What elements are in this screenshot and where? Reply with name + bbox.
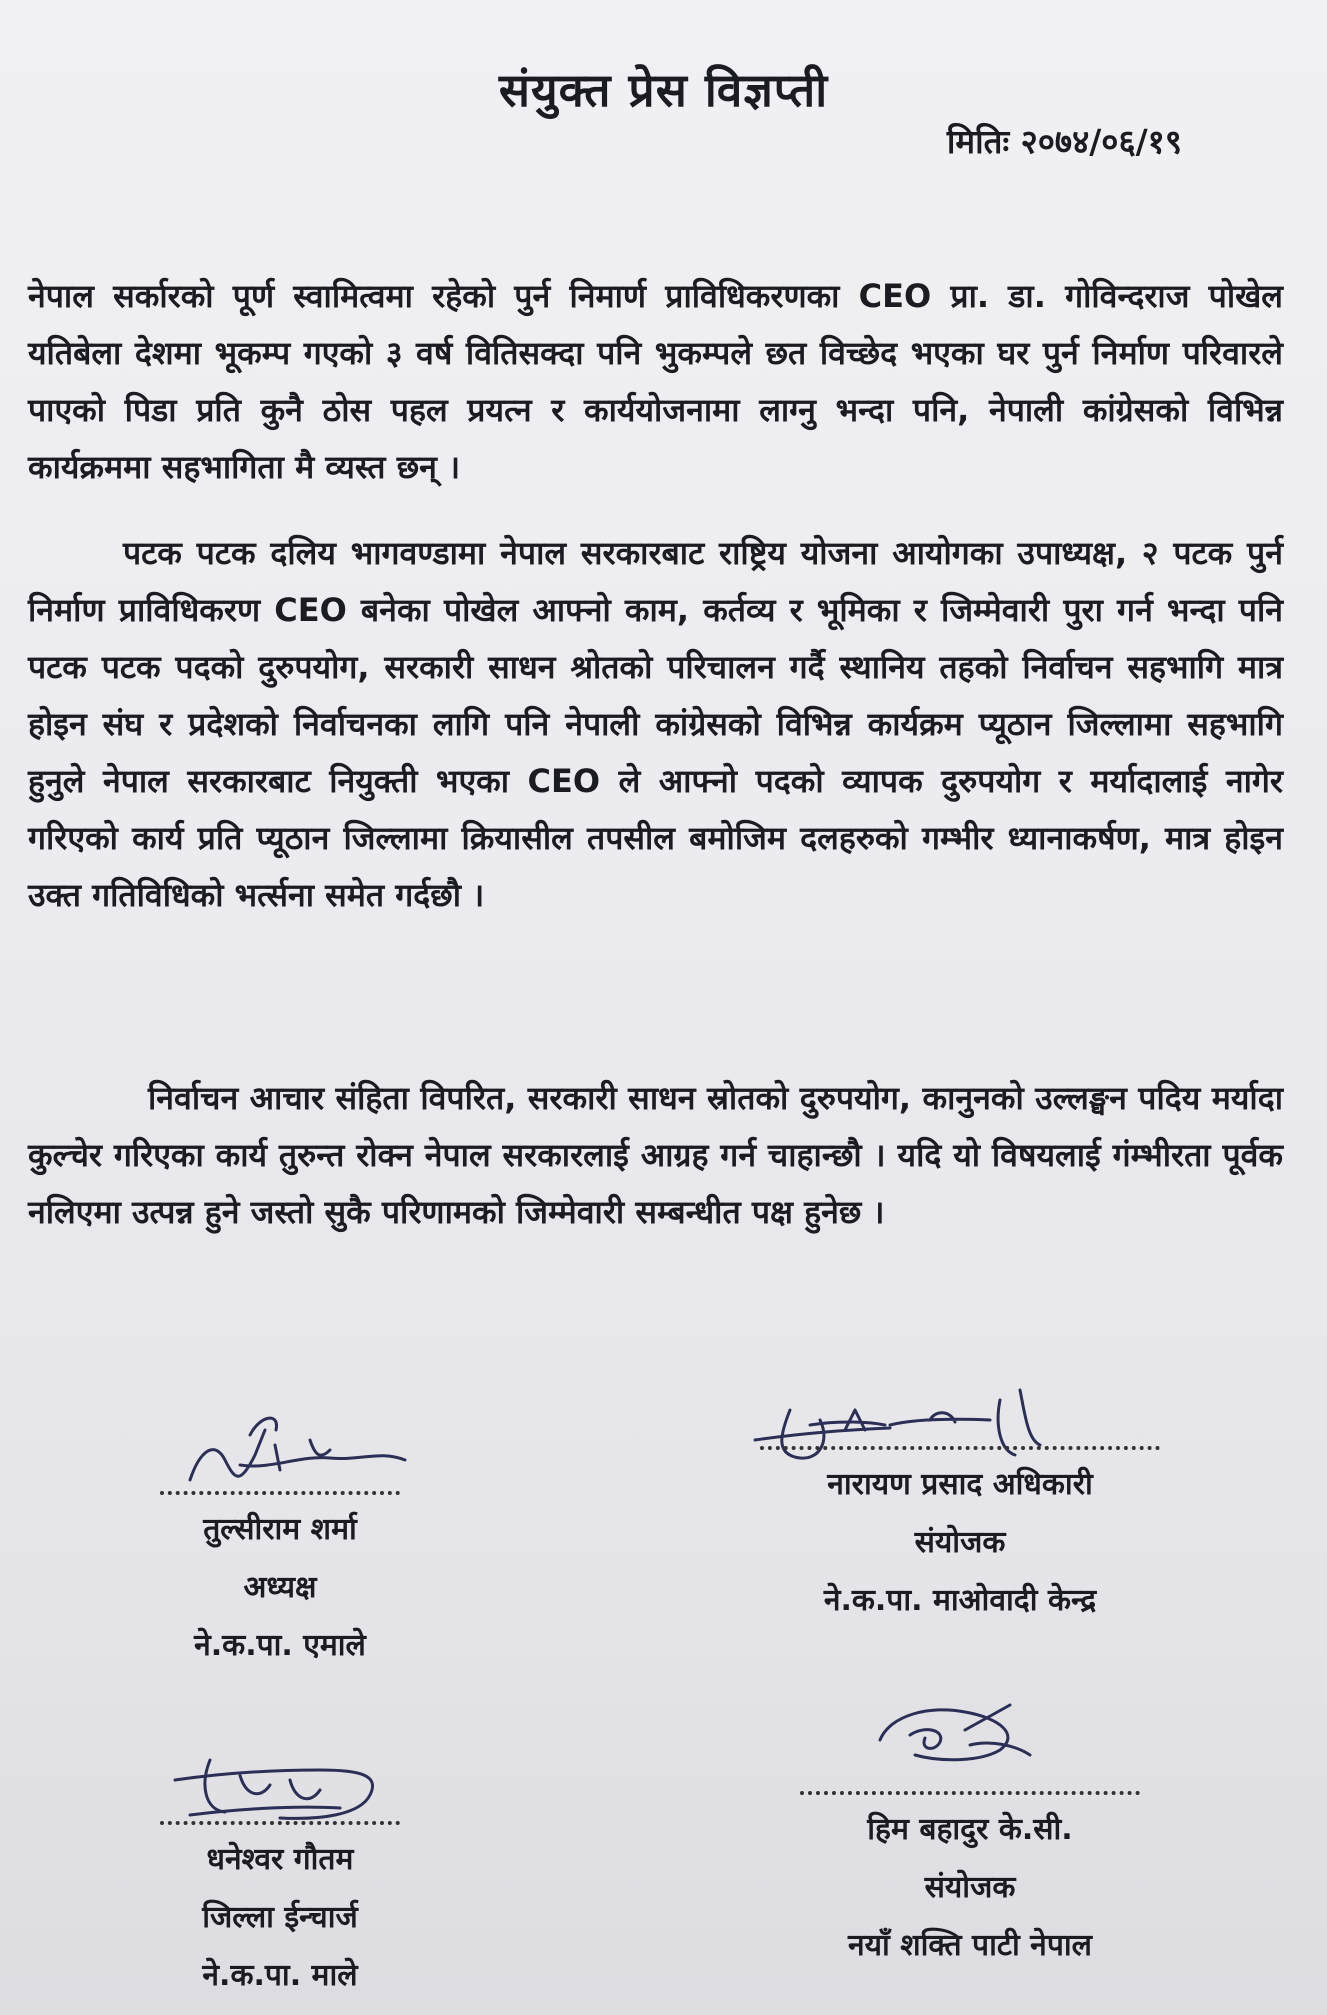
signatory-block-1 [160,1465,400,1675]
signatory-name: धनेश्वर गौतम [206,1842,354,1877]
signature-line [160,1795,400,1825]
paragraph-3: निर्वाचन आचार संहिता विपरित, सरकारी साधन स्रोतको दुरुपयोग, कानुनको उल्लङ्घन पदिय मर्यादा कुल्चेर गरिएका कार्य तुरुन्त रोक्न नेपाल सरकारलाई आग्रह गर्न चाहान्छौ । यदि यो विषयलाई गंम्भीरता पूर्वक नलिएमा उत्पन्न हुने जस्तो सुकै परिणामको जिम्मेवारी सम्बन्धीत पक्ष हुनेछ । [28,1079,1283,1231]
signatory-party: ने.क.पा. माले [202,1958,358,1993]
paragraph-1: नेपाल सर्कारको पूर्ण स्वामित्वमा रहेको पुर्न निमार्ण प्राविधिकरणका CEO प्रा. डा. गोविन्दराज पोखेल यतिबेला देशमा भूकम्प गएको ३ वर्ष वितिसक्दा पनि भुकम्पले छत विच्छेद भएका घर पुर्न निर्माण परिवारले पाएको पिडा प्रति कुनै ठोस पहल प्रयत्न र कार्ययोजनामा लाग्नु भन्दा पनि, नेपाली कांग्रेसको विभिन्न कार्यक्रममा सहभागिता मै व्यस्त छन् । [28,277,1283,486]
signatory-role: संयोजक [914,1525,1006,1560]
signatory-name: तुल्सीराम शर्मा [203,1512,357,1547]
signatory-name: नारायण प्रसाद अधिकारी [827,1467,1093,1502]
document-title: संयुक्त प्रेस विज्ञप्ती [498,63,829,117]
signatory-name: हिम बहादुर के.सी. [867,1812,1073,1847]
signatory-role: जिल्ला ईन्चार्ज [202,1900,358,1935]
signatory-block-3 [160,1795,400,2005]
signature-line [160,1465,400,1495]
signatory-party: ने.क.पा. एमाले [194,1628,366,1663]
signatory-block-4 [800,1765,1140,1975]
signatory-party: नयाँ शक्ति पाटी नेपाल [847,1928,1092,1963]
signature-line [800,1765,1140,1795]
signatory-block-2 [760,1420,1160,1630]
signatory-party: ने.क.पा. माओवादी केन्द्र [823,1583,1097,1618]
paragraph-2: पटक पटक दलिय भागवण्डामा नेपाल सरकारबाट राष्ट्रिय योजना आयोगका उपाध्यक्ष, २ पटक पुर्न निर्माण प्राविधिकरण CEO बनेका पोखेल आफ्नो काम, कर्तव्य र भूमिका र जिम्मेवारी पुरा गर्न भन्दा पनि पटक पटक पदको दुरुपयोग, सरकारी साधन श्रोतको परिचालन गर्दै स्थानिय तहको निर्वाचन सहभागि मात्र होइन संघ र प्रदेशको निर्वाचनका लागि पनि नेपाली कांग्रेसको विभिन्न कार्यक्रम प्यूठान जिल्लामा सहभागि हुनुले नेपाल सरकारबाट नियुक्ती भएका CEO ले आफ्नो पदको व्यापक दुरुपयोग र मर्यादालाई नागेर गरिएको कार्य प्रति प्यूठान जिल्लामा क्रियासील तपसील बमोजिम दलहरुको गम्भीर ध्यानाकर्षण, मात्र होइन उक्त गतिविधिको भर्त्सना समेत गर्दछौ । [28,534,1283,914]
signature-him-bahadur-kc [870,1700,1040,1775]
signatory-role: संयोजक [924,1870,1016,1905]
signature-line [760,1420,1160,1450]
document-date: मितिः २०७४/०६/१९ [946,122,1182,161]
signatory-role: अध्यक्ष [243,1570,317,1605]
